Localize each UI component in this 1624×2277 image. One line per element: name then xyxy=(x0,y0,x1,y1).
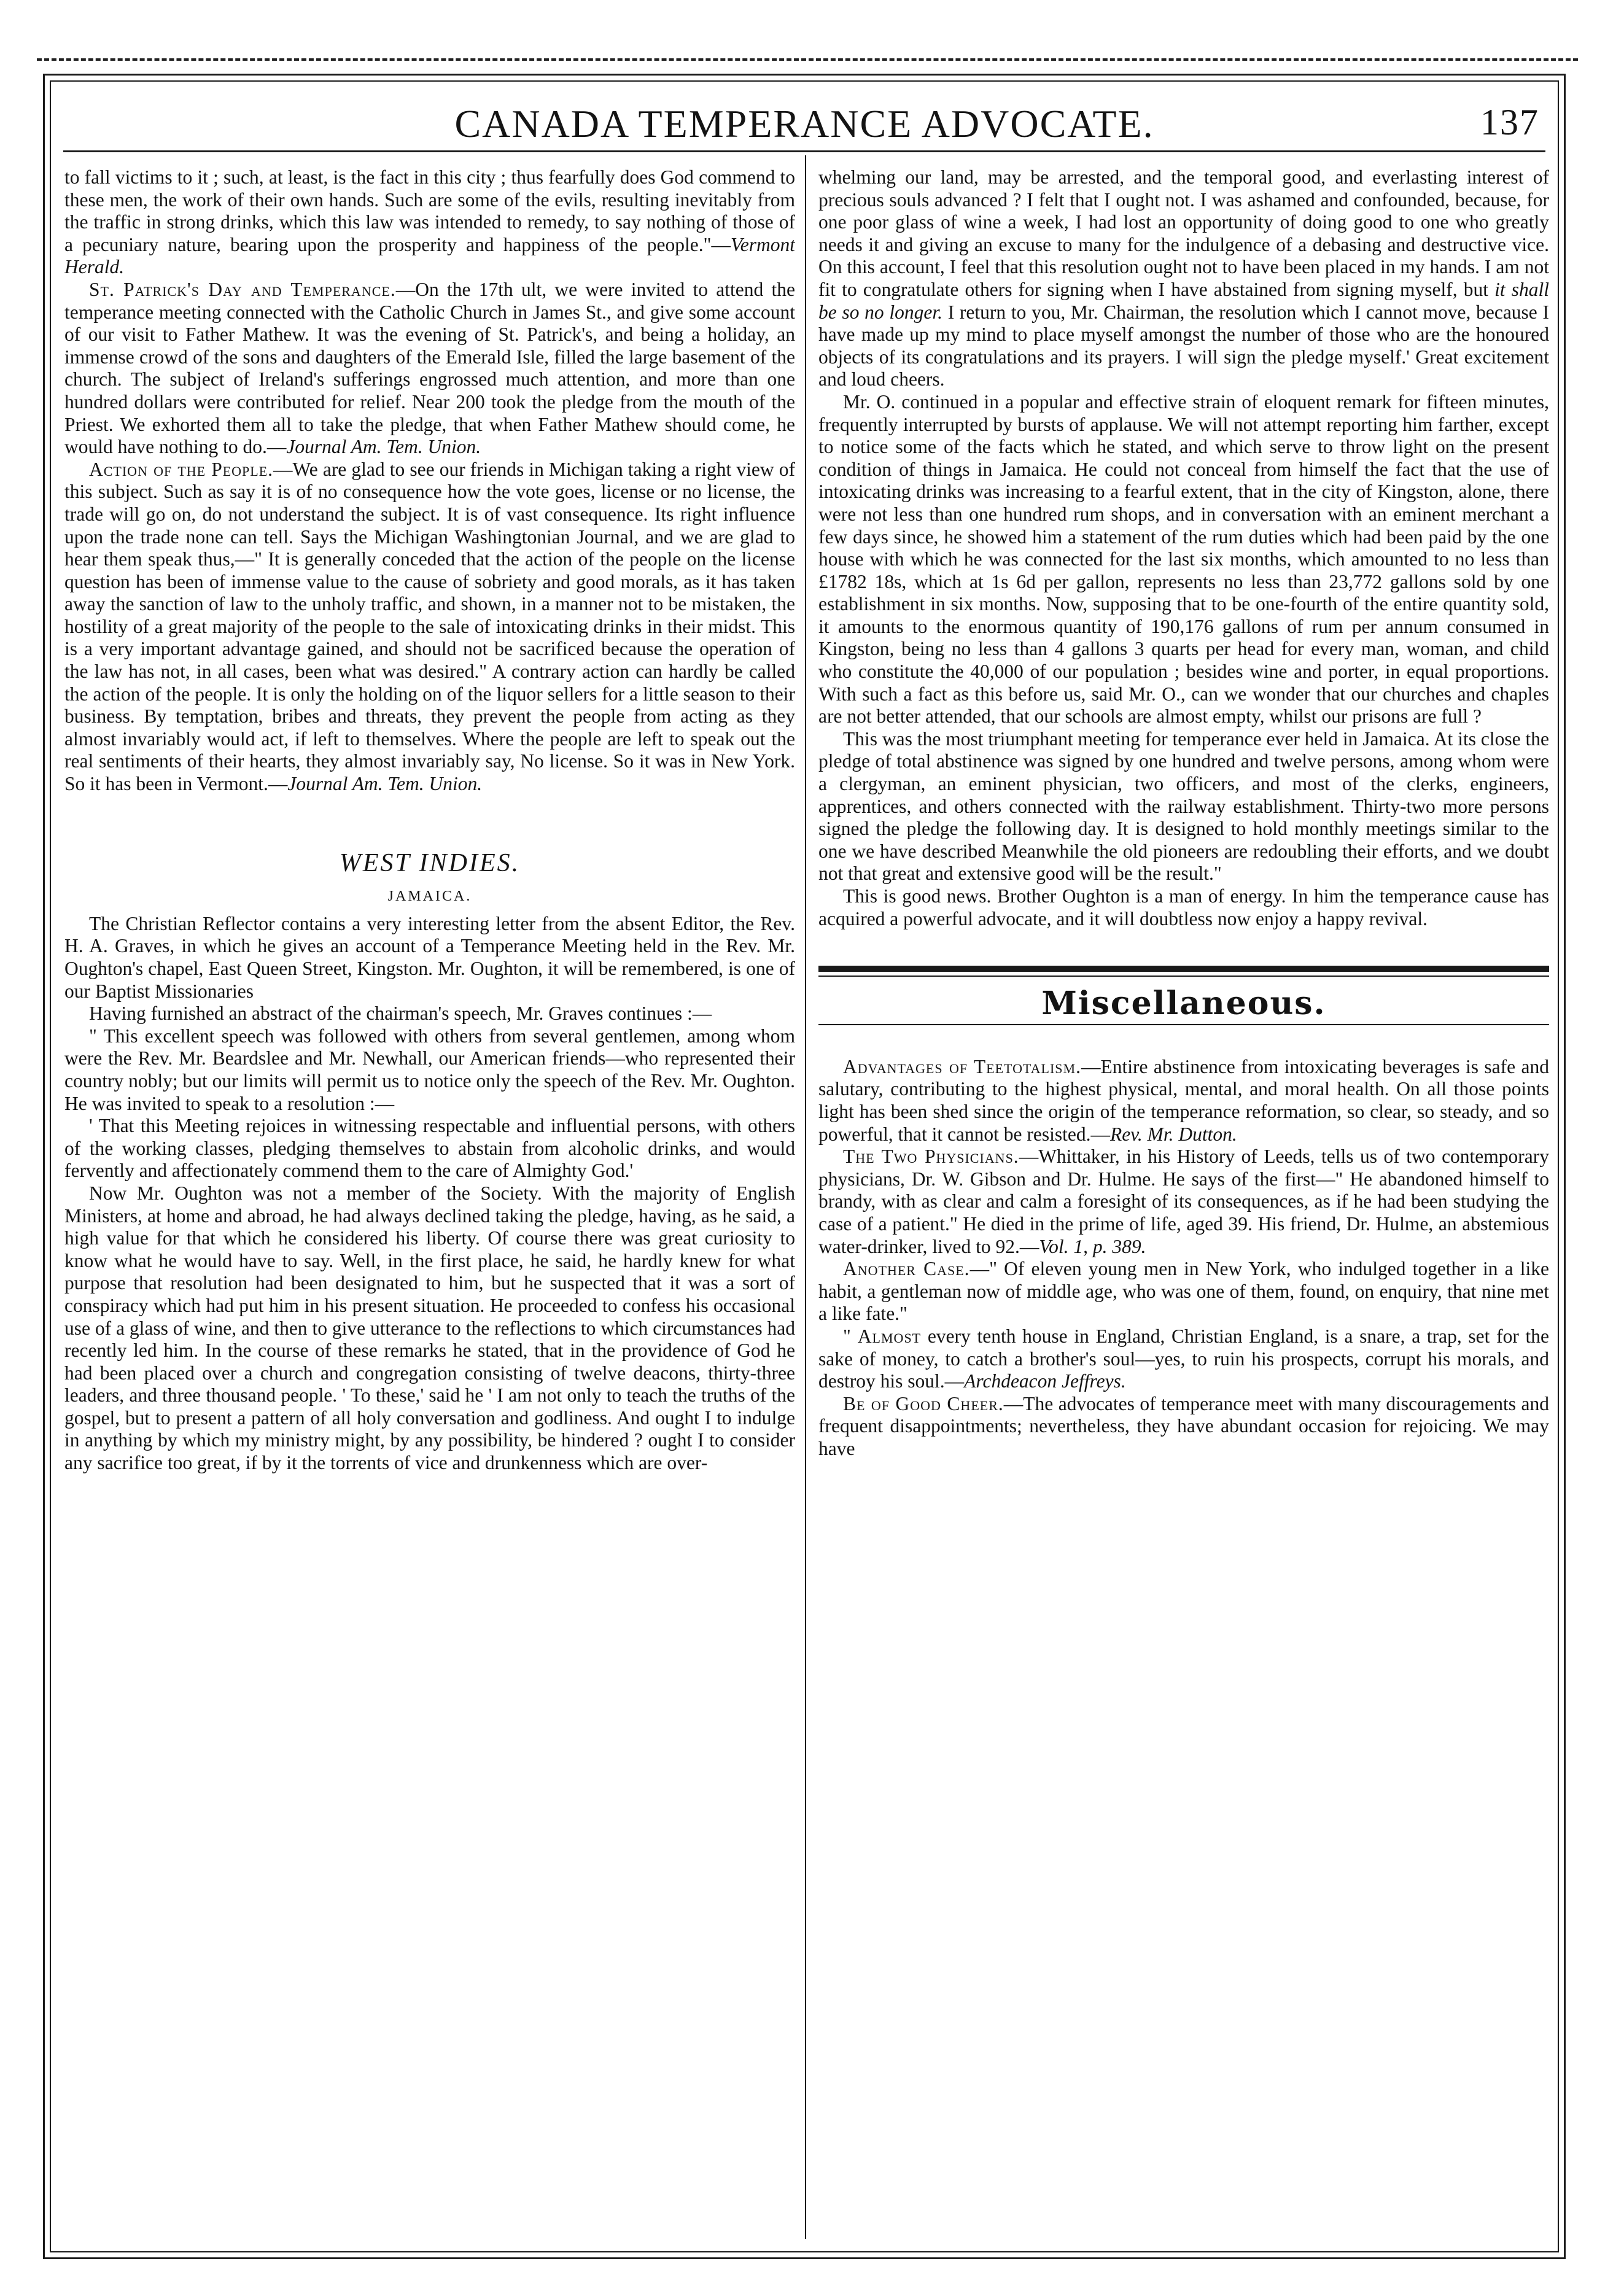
article-action-of-people xyxy=(64,459,795,796)
article-advantages-teetotalism xyxy=(818,1056,1549,1146)
paragraph-text: —Whittaker, in his History of Leeds, tells us of two contemporary physicians, Dr. W. Gibson and Dr. Hulme. He says of the first—" He abandoned himself to brandy, with as clear and calm a foresight of its consequences, as if he had been studying the case of a patient." He died in the prime of life, aged 39. His friend, Dr. Hulme, an abstemious water-drinker, lived to 92.— xyxy=(818,1146,1549,1257)
paragraph-text: —On the 17th ult, we were invited to attend the temperance meeting connected with the Catholic Church in James St., and give some account of our visit to Father Mathew. It was the evening of St. Patrick's, and being a holiday, an immense crowd of the sons and daughters of the Emerald Isle, filled the large basement of the church. The subject of Ireland's sufferings engrossed much attention, and more than one hundred dollars were contributed for relief. Near 200 took the pledge from the mouth of the Priest. We exhorted them all to take the pledge, that when Father Mathew should come, he would have nothing to do.— xyxy=(64,278,795,458)
source-citation: Archdeacon Jeffreys. xyxy=(964,1370,1126,1392)
article-heading: Action of the People. xyxy=(89,458,274,480)
top-dashed-rule xyxy=(37,58,1578,61)
article-heading: The Two Physicians. xyxy=(843,1146,1019,1168)
paragraph: This is good news. Brother Oughton is a man of energy. In him the temperance cause has acquired a powerful advocate, and it will doubtless now enjoy a happy revival. xyxy=(818,885,1549,929)
newspaper-page xyxy=(43,74,1566,2259)
page-frame xyxy=(50,80,1559,2252)
article-two-physicians xyxy=(818,1146,1549,1258)
article-heading: " Almost xyxy=(843,1325,922,1347)
paragraph: The Christian Reflector contains a very interesting letter from the absent Editor, the Rev. H. A. Graves, in which he gives an account of a Temperance Meeting held in the Rev. Mr. Oughton's chapel, East Queen Street, Kingston. Mr. Oughton, it will be remembered, is one of our Baptist Missionaries xyxy=(64,912,795,1002)
paragraph: Now Mr. Oughton was not a member of the Society. With the majority of English Ministers, at home and abroad, he had always declined taking the pledge, having, as he said, a high value for that which he considered his liberty. Of course there was great curiosity to know what he would have to say. Well, in the first place, he said, he hardly knew for what purpose that resolution had been designated to him, but he suspected that it was a sort of conspiracy which had put him in his present situation. He proceeded to confess his occasional use of a glass of wine, and then to give utterance to the reflections to which circumstances had recently led him. In the course of these remarks he stated, that in the providence of God he had been placed over a church and congregation consisting of twelve deacons, thirty-three leaders, and three thousand people. ' To these,' said he ' I am not only to teach the truths of the gospel, but to present a pattern of all holy conversation and godliness. And ought I to indulge in anything by which my ministry might, by any possibility, be hindered ? ought I to consider any sacrifice too great, if by it the torrents of vice and drunkenness which are over- xyxy=(64,1182,795,1474)
paragraph: Mr. O. continued in a popular and effective strain of eloquent remark for fifteen minutes, frequently interrupted by bursts of applause. We will not attempt reporting him farther, except to notice some of the facts which he stated, and which serve to throw light on the present condition of things in Jamaica. He could not conceal from himself the fact that the use of intoxicating drinks was increasing to a fearful extent, that in the city of Kingston, alone, there were not less than one hundred rum shops, and in conversation with an eminent merchant a few days since, he showed him a statement of the rum duties which had been paid by the one house with which he was connected for the last six months, which amounted to no less than £1782 18s, which at 1s 6d per gallon, represents no less than 23,772 gallons sold by one establishment in six months. Now, supposing that to be one-fourth of the entire quantity sold, it amounts to the enormous quantity of 190,176 gallons of rum per annum consumed in Kingston, being no less than 4 gallons 3 quarts per head for every man, woman, and child who constitute the 40,000 of our population ; besides wine and porter, in equal proportions. With such a fact as this before us, said Mr. O., can we wonder that our churches and chaples are not better attended, that our schools are almost empty, whilst our prisons are full ? xyxy=(818,390,1549,727)
source-citation: Vol. 1, p. 389. xyxy=(1039,1235,1146,1257)
section-title-west-indies: WEST INDIES. xyxy=(339,848,521,877)
article-heading: St. Patrick's Day and Temperance. xyxy=(89,278,396,300)
article-heading: Another Case. xyxy=(843,1258,970,1280)
paragraph-text: —The advocates of temperance meet with many discouragements and frequent disappointments; nevertheless, they have abundant occasion for rejoicing. We may have xyxy=(818,1392,1549,1459)
article-almost-every-tenth xyxy=(818,1325,1549,1393)
paragraph: Having furnished an abstract of the chairman's speech, Mr. Graves continues :— xyxy=(89,1003,712,1025)
right-column xyxy=(818,166,1549,2227)
article-another-case xyxy=(818,1258,1549,1325)
paragraph: ' That this Meeting rejoices in witnessing respectable and influential persons, with others of the working classes, pledging themselves to abstain from alcoholic drinks, and would fervently and affectionately commend them to the care of Almighty God.' xyxy=(64,1115,795,1182)
subsection-title-jamaica: JAMAICA. xyxy=(387,888,472,905)
source-citation: Rev. Mr. Dutton. xyxy=(1110,1123,1237,1145)
emphasis-text: it shall be so no longer. xyxy=(818,278,1549,323)
page-header xyxy=(51,95,1558,150)
page-number: 137 xyxy=(1480,102,1539,142)
column-divider xyxy=(805,155,806,2239)
paragraph xyxy=(818,166,1549,391)
paragraph-text: I return to you, Mr. Chairman, the resolution which I cannot move, because I have made up my mind to place myself amongst the number of those who are the honoured objects of its congratulations and its prayers. I will sign the pledge myself.' Great excitement and loud cheers. xyxy=(818,301,1549,390)
masthead-title: CANADA TEMPERANCE ADVOCATE. xyxy=(454,102,1154,145)
paragraph: " This excellent speech was followed with others from several gentlemen, among whom were the Rev. Mr. Beardslee and Mr. Newhall, our American friends—who represented their country nobly; but our limits will permit us to notice only the speech of the Rev. Mr. Oughton. He was invited to speak to a resolution :— xyxy=(64,1025,795,1114)
source-citation: Journal Am. Tem. Union. xyxy=(287,773,483,795)
header-rule xyxy=(63,150,1545,152)
paragraph-text: whelming our land, may be arrested, and the temporal good, and everlasting interest of precious souls advanced ? I felt that I ought not. I was ashamed and confounded, because, for one poor glass of wine a week, I had lost an opportunity of doing good to one who greatly needs it and giving an excuse to many for the indulgence of a debasing and destructive vice. On this account, I feel that this resolution ought not to have been placed in my hands. I am not fit to congratulate others for signing when I have abstained from signing myself, but xyxy=(818,166,1549,300)
left-column xyxy=(64,166,795,2227)
section-rule-thin xyxy=(818,1024,1549,1025)
paragraph xyxy=(64,166,795,279)
paragraph-text: —" Of eleven young men in New York, who indulged together in a like habit, a gentleman now of middle age, who was one of them, found, on enquiry, that nine met a like fate." xyxy=(818,1258,1549,1325)
section-title-miscellaneous: Miscellaneous. xyxy=(1041,985,1326,1023)
article-st-patricks xyxy=(64,279,795,459)
section-rule-thick xyxy=(818,966,1549,977)
article-be-of-good-cheer xyxy=(818,1393,1549,1460)
paragraph: This was the most triumphant meeting for temperance ever held in Jamaica. At its close the pledge of total abstinence was signed by one hundred and twelve persons, among whom were a clergyman, an eminent physician, two officers, and most of the clerks, engineers, apprentices, and others connected with the railway establishment. Thirty-two more persons signed the pledge the following day. It is designed to hold monthly meetings similar to the one we have described Meanwhile the old pioneers are redoubling their efforts, and we doubt not that great and extensive good will be the result." xyxy=(818,727,1549,885)
source-citation: Journal Am. Tem. Union. xyxy=(286,436,481,458)
article-heading: Advantages of Teetotalism. xyxy=(843,1055,1081,1077)
paragraph-text: —We are glad to see our friends in Michigan taking a right view of this subject. Such as say it is of no consequence how the vote goes, license or no license, the trade will go on, do not understand the subject. It is of vast consequence. Its right influence upon the trade none can tell. Says the Michigan Washingtonian Journal, and we are glad to hear them speak thus,—" It is generally conceded that the action of the people on the license question has been of immense value to the cause of sobriety and good morals, as it has taken away the sanction of law to the unholy traffic, and shown, in a manner not to be mistaken, the hostility of a great majority of the people to the sale of intoxicating drinks in their midst. This is a very important advantage gained, and should not be sacrificed because the operation of the law has not, in all cases, been what was desired." A contrary action can hardly be called the action of the people. It is only the holding on of the liquor sellers for a little season to their business. By temptation, bribes and threats, they prevent the people from acting as they almost invariably would act, if left to themselves. Where the people are left to speak out the real sentiments of their hearts, they almost invariably say, No license. So it was in New York. So it has been in Vermont.— xyxy=(64,458,795,795)
article-heading: Be of Good Cheer. xyxy=(843,1392,1004,1414)
source-citation: Vermont Herald. xyxy=(64,233,795,278)
paragraph-text: to fall victims to it ; such, at least, is the fact in this city ; thus fearfully does God commend to these men, the work of their own hands. Such are some of the evils, resulting inevitably from the traffic in strong drinks, which this law was intended to remedy, to say nothing of those of a pecuniary nature, bearing upon the prosperity and happiness of the people."— xyxy=(64,166,795,255)
paragraph-text: every tenth house in England, Christian England, is a snare, a trap, set for the sake of money, to catch a brother's soul—yes, to ruin his prospects, corrupt his morals, and destroy his soul.— xyxy=(818,1325,1549,1392)
paragraph-text: —Entire abstinence from intoxicating beverages is safe and salutary, contributing to the highest physical, mental, and moral health. On all those points light has been shed since the origin of the temperance reformation, so clear, so steady, and so powerful, that it cannot be resisted.— xyxy=(818,1055,1549,1145)
